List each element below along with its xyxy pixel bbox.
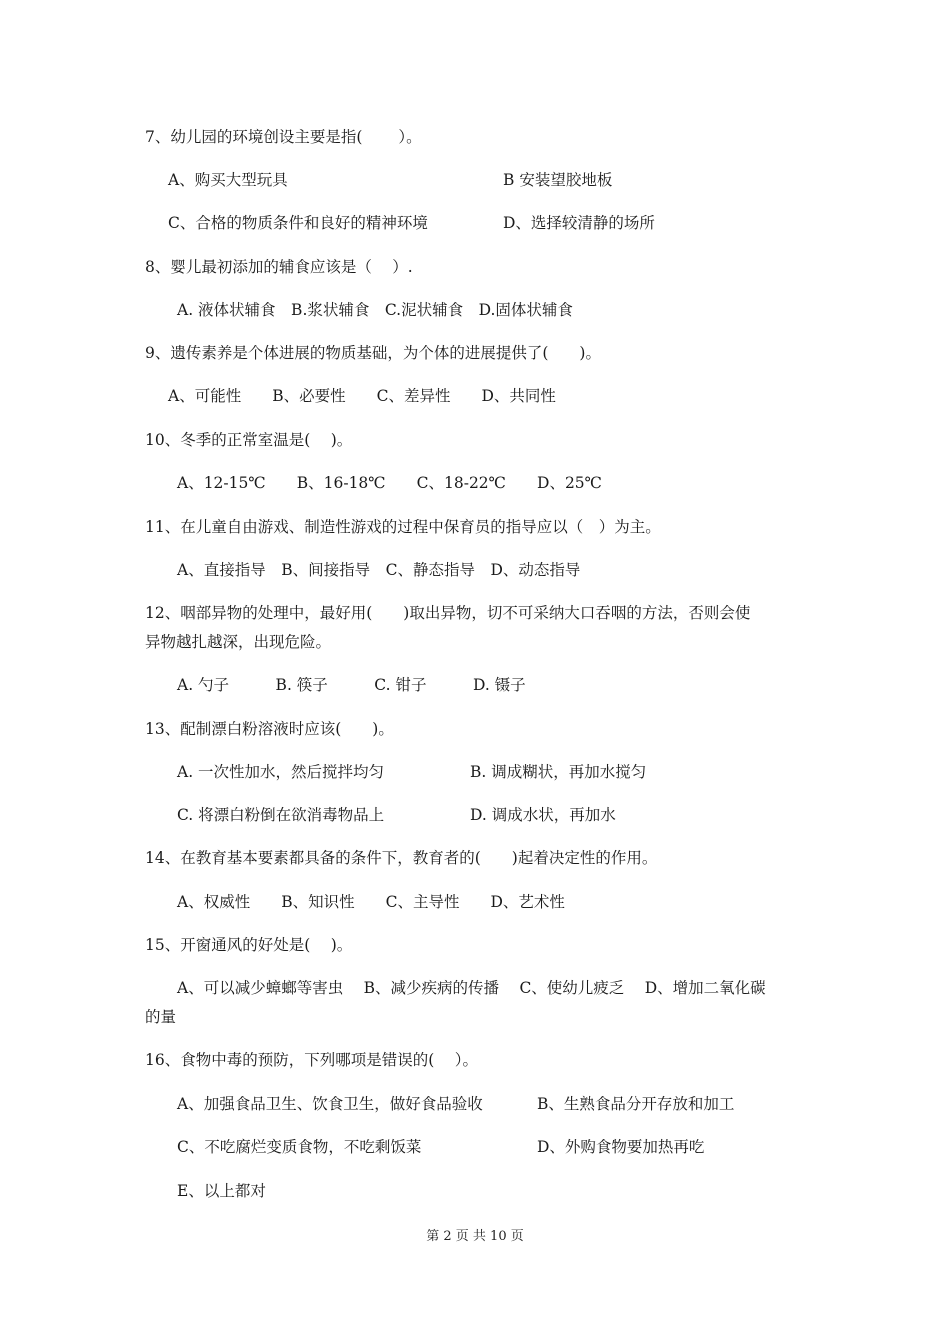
question-10-options: A、12-15℃ B、16-18℃ C、18-22℃ D、25℃: [177, 474, 603, 492]
page-number-footer: 第 2 页 共 10 页: [426, 1229, 524, 1244]
question-7-option-d: D、选择较清静的场所: [503, 214, 655, 232]
question-15-stem: 15、开窗通风的好处是( )。: [145, 936, 353, 954]
question-16-stem: 16、食物中毒的预防，下列哪项是错误的( ）。: [145, 1051, 478, 1069]
question-7-option-b: B 安装望胶地板: [503, 171, 613, 189]
question-15-options-continued: 的量: [145, 1008, 177, 1026]
question-11-stem: 11、在儿童自由游戏、制造性游戏的过程中保育员的指导应以（ ）为主。: [145, 518, 661, 536]
question-12-stem: 12、咽部异物的处理中，最好用( )取出异物，切不可采纳大口吞咽的方法，否则会使: [145, 604, 751, 622]
question-10-stem: 10、冬季的正常室温是( )。: [145, 431, 353, 449]
question-7-option-a: A、购买大型玩具: [168, 171, 288, 189]
question-16-option-b: B、生熟食品分开存放和加工: [537, 1095, 735, 1113]
question-14-stem: 14、在教育基本要素都具备的条件下，教育者的( )起着决定性的作用。: [145, 849, 658, 867]
question-8-options: A. 液体状辅食 B.浆状辅食 C.泥状辅食 D.固体状辅食: [177, 301, 573, 319]
question-11-options: A、直接指导 B、间接指导 C、静态指导 D、动态指导: [177, 561, 581, 579]
question-16-option-d: D、外购食物要加热再吃: [537, 1138, 705, 1156]
question-15-options: A、可以减少蟑螂等害虫 B、减少疾病的传播 C、使幼儿疲乏 D、增加二氧化碳: [177, 979, 766, 997]
question-13-option-a: A. 一次性加水，然后搅拌均匀: [177, 763, 385, 781]
question-16-option-e: E、以上都对: [177, 1182, 266, 1200]
question-16-option-c: C、不吃腐烂变质食物，不吃剩饭菜: [177, 1138, 422, 1156]
question-13-option-b: B. 调成糊状，再加水搅匀: [470, 763, 647, 781]
question-12-options: A. 勺子 B. 筷子 C. 钳子 D. 镊子: [177, 676, 526, 694]
question-13-option-d: D. 调成水状，再加水: [470, 806, 616, 824]
question-8-stem: 8、婴儿最初添加的辅食应该是（ ）.: [145, 258, 413, 276]
question-9-stem: 9、遗传素养是个体进展的物质基础，为个体的进展提供了( )。: [145, 344, 601, 362]
question-9-options: A、可能性 B、必要性 C、差异性 D、共同性: [168, 387, 556, 405]
question-7-option-c: C、合格的物质条件和良好的精神环境: [168, 214, 428, 232]
question-7-stem: 7、幼儿园的环境创设主要是指( ）。: [145, 128, 422, 146]
question-13-option-c: C. 将漂白粉倒在欲消毒物品上: [177, 806, 385, 824]
question-13-stem: 13、配制漂白粉溶液时应该( )。: [145, 720, 394, 738]
question-16-option-a: A、加强食品卫生、饮食卫生，做好食品验收: [177, 1095, 483, 1113]
question-14-options: A、权威性 B、知识性 C、主导性 D、艺术性: [177, 893, 565, 911]
question-12-stem-continued: 异物越扎越深，出现危险。: [145, 633, 332, 651]
